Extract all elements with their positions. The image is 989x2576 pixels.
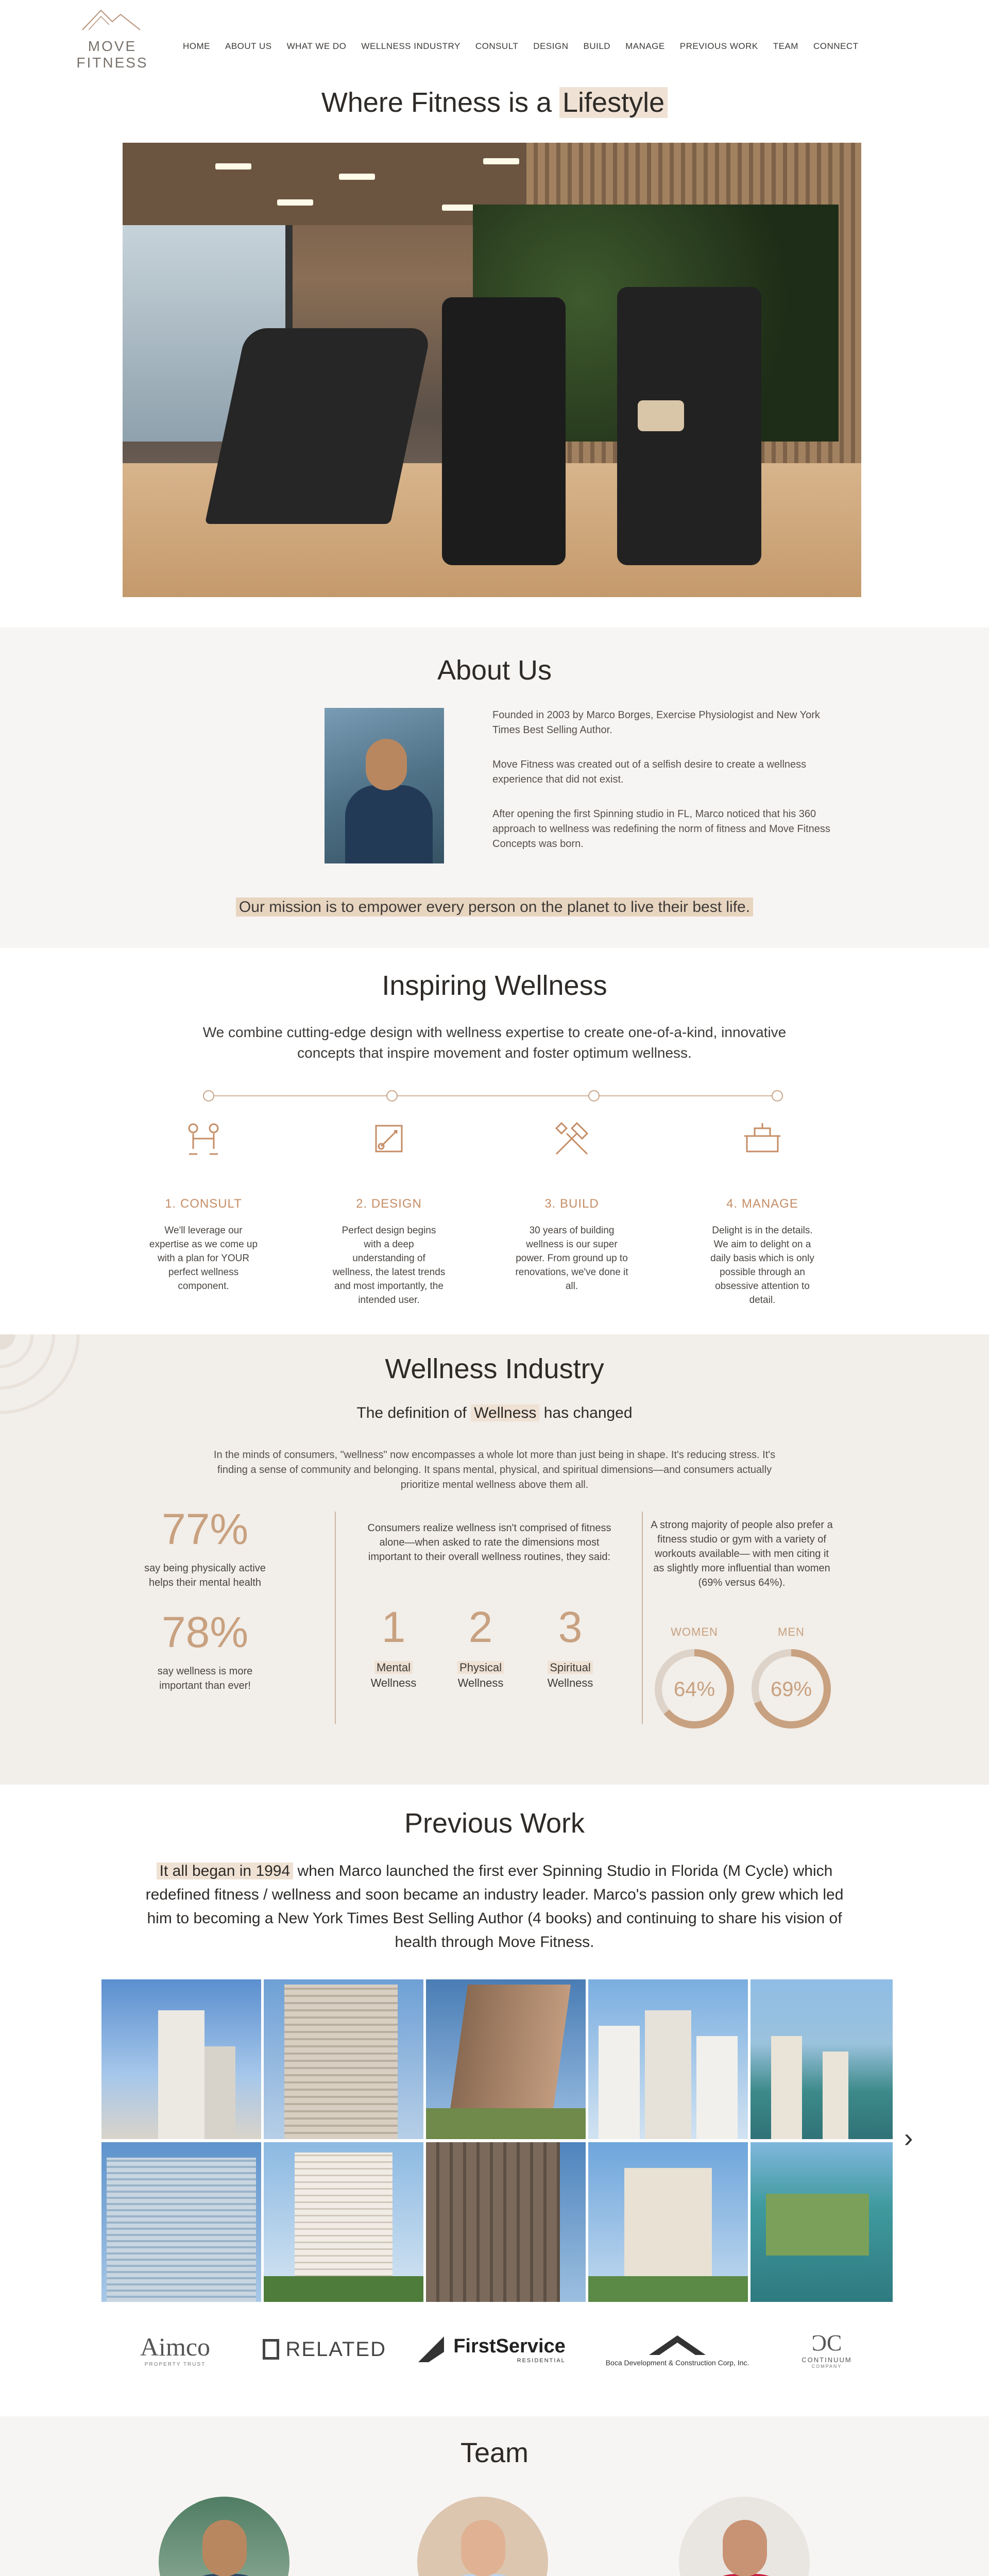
- logo-text: MOVE FITNESS: [76, 38, 148, 71]
- step-manage: [706, 1113, 819, 1307]
- previous-work-text: [0, 1859, 989, 1954]
- brand-firstservice: [412, 2329, 567, 2370]
- mission-statement: [0, 899, 989, 916]
- gallery-photo[interactable]: [264, 2142, 423, 2302]
- gallery-photo[interactable]: [264, 1979, 423, 2139]
- site-header: [0, 0, 989, 93]
- stat-78-value: 78%: [161, 1608, 249, 1656]
- wellness-title: Wellness Industry: [385, 1353, 604, 1384]
- rank-label: Physical: [457, 1661, 504, 1674]
- related-logo-icon: [263, 2339, 279, 2360]
- gallery-photo[interactable]: [101, 1979, 261, 2139]
- brand-related: [263, 2329, 386, 2370]
- nav-about-us[interactable]: ABOUT US: [225, 41, 272, 51]
- rank-suffix: Wellness: [547, 1676, 593, 1689]
- nav-what-we-do[interactable]: WHAT WE DO: [286, 41, 347, 51]
- design-icon: [363, 1113, 415, 1164]
- process-timeline: [205, 1094, 782, 1097]
- brand-sub: PROPERTY TRUST: [144, 2361, 206, 2367]
- workout-variety-text: A strong majority of people also prefer a fitness studio or gym with a variety of workouts available— with men citing it as slightly more influential than women (69% versus 64%).: [651, 1519, 833, 1588]
- hero-title-prefix: Where Fitness is a: [321, 87, 560, 118]
- hero-title: [0, 87, 989, 118]
- about-title: About Us: [437, 655, 552, 686]
- rank-suffix: Wellness: [370, 1676, 417, 1689]
- nav-team[interactable]: TEAM: [773, 41, 798, 51]
- continuum-logo-icon: ƆC: [811, 2330, 842, 2355]
- divider-line: [642, 1512, 643, 1724]
- gallery-photo[interactable]: [588, 2142, 748, 2302]
- inspiring-subtitle: [0, 1022, 989, 1063]
- nav-design[interactable]: DESIGN: [533, 41, 569, 51]
- nav-connect[interactable]: CONNECT: [813, 41, 859, 51]
- nav-build[interactable]: BUILD: [583, 41, 611, 51]
- rank-number: 1: [381, 1603, 406, 1651]
- brand-name: FirstService: [453, 2335, 566, 2357]
- previous-highlight: It all began in 1994: [157, 1862, 294, 1879]
- main-nav: [183, 41, 874, 52]
- nav-home[interactable]: HOME: [183, 41, 210, 51]
- step-design: [332, 1113, 446, 1307]
- men-label: MEN: [778, 1625, 805, 1638]
- stat-77-value: 77%: [161, 1505, 249, 1553]
- brand-name: Aimco: [140, 2332, 211, 2361]
- brand-name: CONTINUUM: [802, 2356, 852, 2364]
- wellness-intro: In the minds of consumers, "wellness" now encompasses a whole lot more than just being in shape. It's reducing stress. It's finding a sense of community and belonging. It spans mental, physical, and spiritual dimensions—and consumers actually prioritize mental wellness above them all.: [213, 1449, 776, 1490]
- step-text: 30 years of building wellness is our super power. From ground up to renovations, we've done it all.: [515, 1225, 628, 1292]
- mission-text: Our mission is to empower every person on the planet to live their best life.: [236, 897, 753, 917]
- about-paragraph-3: After opening the first Spinning studio in FL, Marco noticed that his 360 approach to wellness was redefining the norm of fitness and Move Fitness Concepts was born.: [492, 808, 830, 850]
- men-ring: [750, 1648, 832, 1730]
- nav-wellness-industry[interactable]: WELLNESS INDUSTRY: [361, 41, 461, 51]
- founder-photo: [325, 708, 444, 863]
- dimensions-text: Consumers realize wellness isn't comprised of fitness alone—when asked to rate the dimensions most important to their overall wellness routines, they said:: [367, 1522, 611, 1563]
- swirl-decoration: [0, 1334, 113, 1437]
- rank-label: Mental: [374, 1661, 413, 1674]
- stat-77-caption: say being physically active helps their mental health: [144, 1563, 266, 1588]
- wellness-subtitle: [0, 1404, 989, 1422]
- gallery-photo[interactable]: [426, 1979, 586, 2139]
- women-ring: [653, 1648, 736, 1730]
- hero-gym-image: [123, 143, 861, 597]
- about-paragraph-1: Founded in 2003 by Marco Borges, Exercise Physiologist and New York Times Best Selling Author.: [492, 709, 820, 736]
- gallery-photo[interactable]: [426, 2142, 586, 2302]
- women-label: WOMEN: [671, 1625, 718, 1638]
- manage-icon: [737, 1113, 788, 1164]
- gallery-next-arrow[interactable]: ›: [904, 2123, 913, 2153]
- brand-boca: [577, 2329, 778, 2370]
- previous-body: when Marco launched the first ever Spinning Studio in Florida (M Cycle) which redefined fitness / wellness and soon became an industry leader. Marco's passion only grew which led him to becoming a New York Times Best Selling Author (4 books) and continuing to share his vision of health through Move Fitness.: [145, 1862, 844, 1951]
- wellness-subtitle-prefix: The definition of: [356, 1404, 471, 1421]
- firstservice-logo-icon: [413, 2331, 449, 2367]
- gallery-photo[interactable]: [751, 2142, 893, 2302]
- brand-name: Boca Development & Construction Corp, Inc.: [605, 2358, 749, 2367]
- inspiring-subtitle-text: We combine cutting-edge design with wellness expertise to create one-of-a-kind, innovative concepts that inspire movement and foster optimum wellness.: [202, 1024, 787, 1061]
- gallery-photo[interactable]: [101, 2142, 261, 2302]
- site-logo[interactable]: [56, 6, 169, 71]
- rank-number: 3: [558, 1603, 583, 1651]
- step-text: We'll leverage our expertise as we come up with a plan for YOUR perfect wellness component.: [149, 1225, 258, 1292]
- step-title: 4. MANAGE: [726, 1197, 798, 1211]
- team-title: Team: [460, 2437, 529, 2468]
- build-icon: [546, 1113, 598, 1164]
- step-consult: [147, 1113, 260, 1293]
- nav-previous-work[interactable]: PREVIOUS WORK: [679, 41, 758, 51]
- gallery-photo[interactable]: [751, 1979, 893, 2139]
- step-title: 3. BUILD: [544, 1197, 599, 1211]
- brand-continuum: [788, 2329, 865, 2370]
- inspiring-title: Inspiring Wellness: [382, 970, 607, 1001]
- hero-title-highlight: Lifestyle: [559, 87, 668, 118]
- step-build: [515, 1113, 628, 1293]
- mountain-logo-icon: [80, 6, 142, 32]
- brand-sub: COMPANY: [811, 2364, 842, 2369]
- nav-consult[interactable]: CONSULT: [475, 41, 519, 51]
- rank-mental: [363, 1660, 424, 1691]
- previous-work-title: Previous Work: [404, 1808, 585, 1839]
- boca-logo-icon: [644, 2332, 711, 2356]
- step-title: 2. DESIGN: [356, 1197, 422, 1211]
- men-value: 69%: [770, 1678, 812, 1701]
- wellness-subtitle-highlight: Wellness: [471, 1404, 539, 1421]
- rank-label: Spiritual: [548, 1661, 592, 1674]
- gallery-photo[interactable]: [588, 1979, 748, 2139]
- step-title: 1. CONSULT: [165, 1197, 242, 1211]
- brand-name: RELATED: [285, 2337, 386, 2361]
- brand-sub: RESIDENTIAL: [517, 2357, 566, 2364]
- brand-aimco: [124, 2329, 227, 2370]
- nav-manage[interactable]: MANAGE: [625, 41, 665, 51]
- rank-number: 2: [468, 1603, 493, 1651]
- step-text: Delight is in the details. We aim to delight on a daily basis which is only possible through an obsessive attention to detail.: [710, 1225, 814, 1306]
- about-paragraph-2: Move Fitness was created out of a selfish desire to create a wellness experience that did not exist.: [492, 759, 807, 785]
- women-value: 64%: [673, 1678, 715, 1701]
- rank-spiritual: [539, 1660, 601, 1691]
- divider-line: [335, 1512, 336, 1724]
- consult-icon: [178, 1113, 229, 1164]
- step-text: Perfect design begins with a deep understanding of wellness, the latest trends and most importantly, the intended user.: [332, 1225, 446, 1306]
- rank-suffix: Wellness: [457, 1676, 504, 1689]
- wellness-subtitle-suffix: has changed: [539, 1404, 633, 1421]
- rank-physical: [450, 1660, 511, 1691]
- stat-78-caption: say wellness is more important than ever!: [157, 1666, 253, 1691]
